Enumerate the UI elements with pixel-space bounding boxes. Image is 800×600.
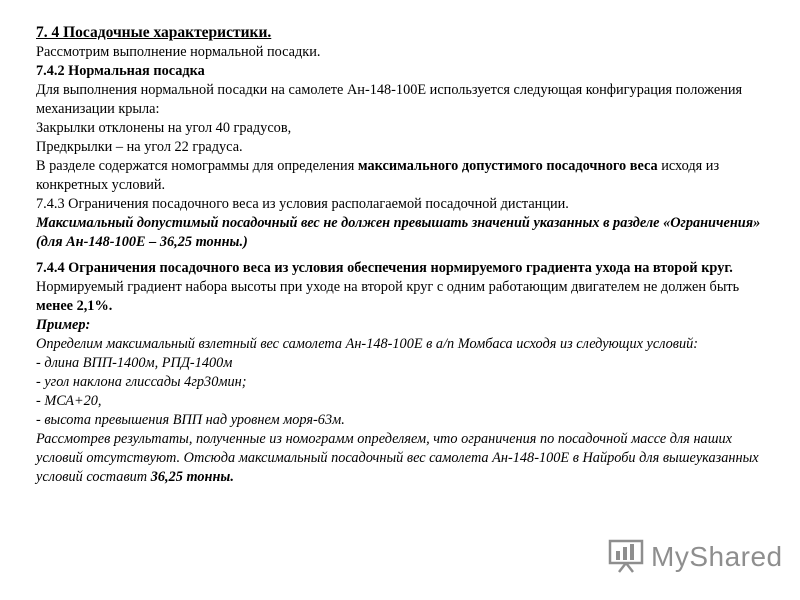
nomogram-text-b: исходя из конкретных условий. [36,158,720,193]
condition-item: - МСА+20, [36,393,102,409]
config-paragraph: Для выполнения нормальной посадки на самолете Ан-148-100Е используется следующая конфигурация положения механизации крыла: [36,82,743,117]
slats-line: Предкрылки – на угол 22 градуса. [36,139,243,155]
gradient-paragraph [36,278,776,316]
example-label: Пример: [36,317,91,333]
conclusion-paragraph [36,430,776,487]
gradient-value: менее 2,1%. [36,298,113,314]
max-weight-paragraph: Максимальный допустимый посадочный вес не должен превышать значений указанных в разделе «Ограничения» (для Ан-148-100Е – 36,25 тонны.) [36,215,761,250]
nomogram-text-bold: максимального допустимого посадочного веса [357,158,658,174]
nomogram-text-a: В разделе содержатся номограммы для определения [36,158,358,174]
conclusion-text: Рассмотрев результаты, полученные из номограмм определяем, что ограничения по посадочной массе для наших условий отсутствуют. Отсюда максимальный посадочный вес самолета Ан-148-100Е в Найроби для вышеуказанных условий составит [36,431,759,485]
conclusion-value: 36,25 тонны. [150,469,234,485]
presentation-board-icon [607,535,647,580]
subsection-742-title: 7.4.2 Нормальная посадка [36,63,205,79]
section-title: 7. 4 Посадочные характеристики. [36,24,272,41]
flaps-line: Закрылки отклонены на угол 40 градусов, [36,120,292,136]
document-body [36,22,776,487]
intro-text: Рассмотрим выполнение нормальной посадки. [36,44,321,60]
example-task: Определим максимальный взлетный вес самолета Ан-148-100Е в а/п Момбаса исходя из следующих условий: [36,336,699,352]
gradient-text: Нормируемый градиент набора высоты при уходе на второй круг с одним работающим двигателем не должен быть [36,279,740,295]
watermark [607,537,783,577]
watermark-text: MyShared [651,541,783,572]
subsection-744-title: 7.4.4 Ограничения посадочного веса из условия обеспечения нормируемого градиента ухода на второй круг. [36,260,733,276]
condition-item: - высота превышения ВПП над уровнем моря-63м. [36,412,345,428]
nomogram-paragraph [36,157,776,195]
condition-item: - длина ВПП-1400м, РПД-1400м [36,355,233,371]
subsection-743-title: 7.4.3 Ограничения посадочного веса из условия располагаемой посадочной дистанции. [36,196,569,212]
condition-item: - угол наклона глиссады 4гр30мин; [36,374,247,390]
